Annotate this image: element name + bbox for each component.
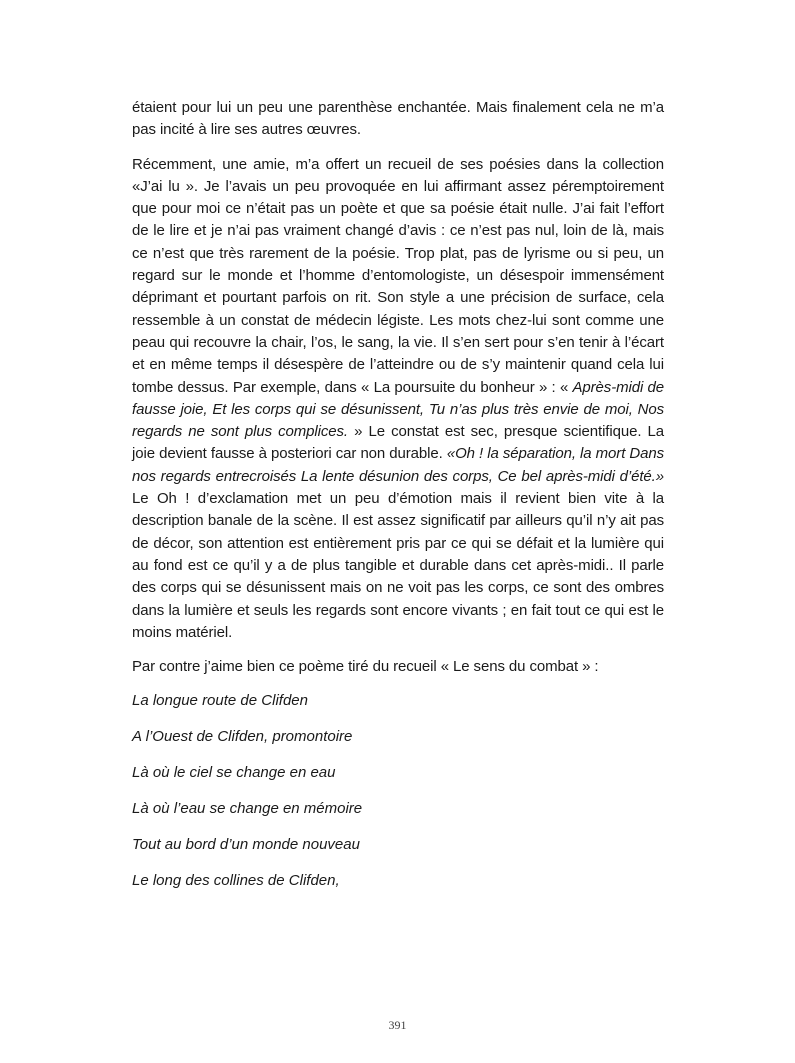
poem-line: Là où l’eau se change en mémoire (132, 800, 363, 818)
paragraph: Par contre j’aime bien ce poème tiré du recueil « Le sens du combat » : (132, 658, 599, 676)
quote-italic: «Oh ! la séparation, la mort Dans nos regards entrecroisés La lente désunion des corps, Ce bel après-midi d’été.» (132, 445, 665, 485)
poem-line: Là où le ciel se change en eau (132, 764, 336, 782)
poem-line: A l’Ouest de Clifden, promontoire (132, 728, 353, 746)
page-number: 391 (388, 1018, 407, 1032)
poem-line: Tout au bord d’un monde nouveau (132, 836, 360, 854)
quote-italic: Après-midi de fausse joie, Et les corps qui se désunissent, Tu n’as plus très envie de moi, Nos regards ne sont plus complices. (132, 378, 665, 441)
poem (132, 690, 664, 892)
paragraph: étaient pour lui un peu une parenthèse enchantée. Mais finalement cela ne m’a pas incité à lire ses autres œuvres. (132, 99, 664, 139)
paragraph-text: » Le constat est sec, presque scientifique. La joie devient fausse à posteriori car non durable. (132, 423, 664, 463)
poem-line: Le long des collines de Clifden, (132, 872, 340, 890)
poem-line: La longue route de Clifden (132, 692, 308, 710)
paragraph-text: Récemment, une amie, m’a offert un recueil de ses poésies dans la collection «J’ai lu ». Je l’avais un peu provoquée en lui affirmant assez péremptoirement que pour moi ce n’était pas un poète et que sa poésie était nulle. J’ai fait l’effort de le lire et je n’ai pas vraiment changé d’avis : ce n’est pas nul, loin de là, mais ce n’est que très rarement de la poésie. Trop plat, pas de lyrisme ou si peu, un regard sur le monde et l’homme d’entomologiste, un désespoir immensément déprimant et pourtant parfois on rit. Son style a une précision de surface, cela ressemble à un constat de médecin légiste. Les mots chez-lui sont comme une peau qui recouvre la chair, l’os, le sang, la vie. Il s’en sert pour s’en tenir à l’écart et en même temps il désespère de l’atteindre ou de s’y maintenir quand cela lui tombe dessus. Par exemple, dans « La poursuite du bonheur » : « (132, 155, 664, 396)
paragraph (132, 154, 664, 645)
paragraph-text: Le Oh ! d’exclamation met un peu d’émotion mais il revient bien vite à la description banale de la scène. Il est assez significatif par ailleurs qu’il n’y ait pas de décor, son attention est entièrement pris par ce qui se défait et la lumière qui au fond est ce qu’il y a de plus tangible et durable dans cet après-midi.. Il parle des corps qui se désunissent mais on ne voit pas les corps, ce sont des ombres dans la lumière et seuls les regards sont encore vivants ; en fait tout ce qui est le moins matériel. (132, 490, 664, 641)
page-body (132, 97, 664, 906)
